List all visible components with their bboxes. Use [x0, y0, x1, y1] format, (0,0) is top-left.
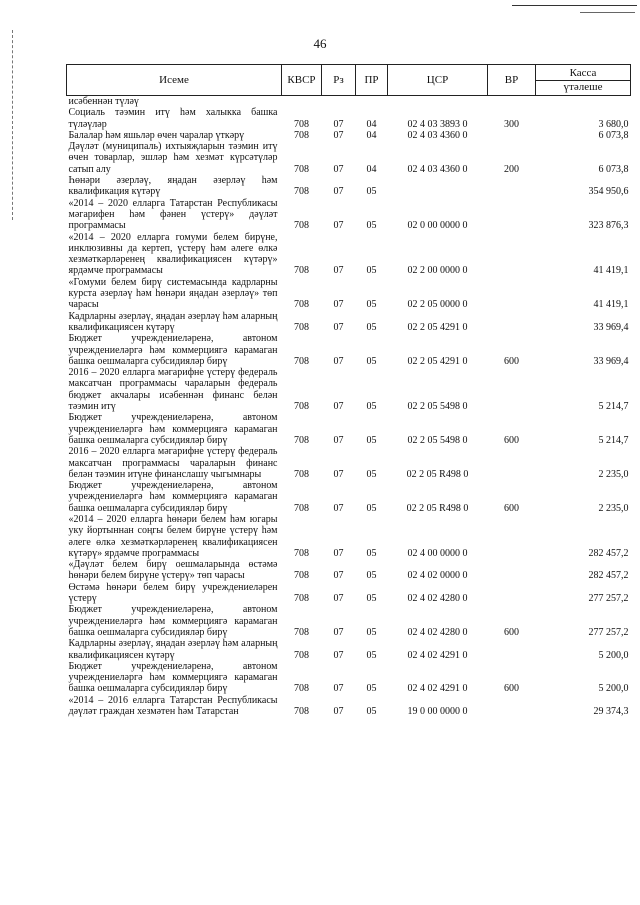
row-pr: 05	[366, 355, 377, 367]
row-amount: 6 073,8	[598, 163, 629, 175]
row-name: Бюджет учреждениеләренә, автоном учреждениеләргә һәм коммерциягә карамаган башка оешмаларга субсидияләр бирү	[68, 412, 278, 446]
row-pr: 05	[366, 706, 377, 718]
table-row	[67, 514, 631, 559]
row-pr: 05	[366, 683, 377, 695]
table-row	[67, 582, 631, 605]
row-rz: 07	[333, 321, 344, 333]
row-pr: 05	[366, 547, 377, 559]
table-row	[67, 198, 631, 232]
header-csr: ЦСР	[388, 65, 488, 96]
row-amount: 6 073,8	[598, 129, 629, 141]
row-rz: 07	[333, 355, 344, 367]
row-kvsr: 708	[294, 265, 309, 277]
row-vr: 600	[504, 502, 519, 514]
row-name: Кадрларны әзерләү, яңадан әзерләү һәм аларның квалификациясен күтәрү	[68, 638, 278, 661]
top-rule-short	[580, 12, 635, 13]
row-rz	[322, 96, 356, 108]
row-csr: 02 4 03 4360 0	[407, 163, 468, 175]
row-amount	[536, 96, 631, 108]
row-csr: 02 4 02 4291 0	[407, 683, 468, 695]
row-pr: 05	[366, 468, 377, 480]
row-pr: 05	[366, 434, 377, 446]
top-rule	[512, 5, 637, 6]
row-vr	[488, 130, 536, 141]
row-rz: 07	[333, 220, 344, 232]
row-rz: 07	[333, 502, 344, 514]
row-csr	[388, 96, 488, 108]
row-csr: 02 2 05 5498 0	[407, 434, 468, 446]
row-amount: 2 235,0	[598, 502, 629, 514]
row-name: Бюджет учреждениеләренә, автоном учреждениеләргә һәм коммерциягә карамаган башка оешмаларга субсидияләр бирү	[68, 480, 278, 514]
row-name: «Дәүләт белем бирү оешмаларында өстәмә һөнәри белем бирүне үстерү» төп чарасы	[68, 559, 278, 582]
row-kvsr: 708	[294, 220, 309, 232]
row-name: «Гомуми белем бирү системасында кадрларны курста әзерләү һәм һөнәри яңадан әзерләү» төп чарасы	[68, 276, 278, 311]
row-vr	[488, 514, 536, 559]
budget-table	[66, 64, 631, 717]
row-amount: 2 235,0	[598, 468, 629, 480]
row-kvsr: 708	[294, 502, 309, 514]
row-pr: 05	[366, 321, 377, 333]
row-rz: 07	[333, 163, 344, 175]
table-row	[67, 175, 631, 198]
row-csr: 02 2 05 R498 0	[406, 468, 469, 480]
row-vr: 600	[504, 355, 519, 367]
row-name: «2014 – 2020 елларга Татарстан Республикасы мәгарифен һәм фәнен үстерү» дәүләт программасы	[68, 197, 278, 232]
row-rz: 07	[333, 118, 344, 130]
row-amount: 277 257,2	[588, 593, 629, 605]
row-rz: 07	[333, 649, 344, 661]
table-row	[67, 333, 631, 367]
row-kvsr: 708	[294, 321, 309, 333]
row-csr: 02 4 02 4280 0	[407, 626, 468, 638]
row-vr	[488, 277, 536, 311]
header-kvsr: КВСР	[282, 65, 322, 96]
row-pr: 05	[366, 593, 377, 605]
row-name: 2016 – 2020 елларга мәгарифне үстерү федераль максатчан программасы чараларын финанс белән тәэмин итүне финанслашу чыгымнары	[68, 446, 278, 480]
header-vr: ВР	[488, 65, 536, 96]
row-amount: 5 200,0	[598, 649, 629, 661]
row-kvsr: 708	[294, 683, 309, 695]
row-csr: 02 2 05 R498 0	[406, 502, 469, 514]
row-name: Һөнәри әзерләү, яңадан әзерләү һәм квалификация күтәрү	[68, 175, 278, 198]
row-csr: 02 0 00 0000 0	[407, 220, 468, 232]
row-pr: 05	[366, 401, 377, 413]
row-csr: 02 4 02 0000 0	[407, 570, 468, 582]
row-vr	[488, 175, 536, 198]
table-row	[67, 638, 631, 661]
row-kvsr: 708	[294, 706, 309, 718]
table-body	[67, 96, 631, 718]
table-row	[67, 661, 631, 695]
row-vr	[488, 695, 536, 718]
table-row	[67, 130, 631, 141]
row-kvsr: 708	[294, 626, 309, 638]
row-name: Бюджет учреждениеләренә, автоном учреждениеләргә һәм коммерциягә карамаган башка оешмаларга субсидияләр бирү	[68, 660, 278, 695]
row-rz: 07	[333, 626, 344, 638]
row-vr	[488, 559, 536, 582]
table-row	[67, 412, 631, 446]
row-name: Бюджет учреждениеләренә, автоном учреждениеләргә һәм коммерциягә карамаган башка оешмаларга субсидияләр бирү	[68, 604, 278, 638]
row-csr: 02 4 02 4280 0	[407, 593, 468, 605]
table-row	[67, 96, 631, 108]
row-kvsr: 708	[294, 401, 309, 413]
table-row	[67, 277, 631, 311]
row-vr: 600	[504, 434, 519, 446]
row-amount: 29 374,3	[593, 706, 629, 718]
row-amount: 277 257,2	[588, 626, 629, 638]
header-amount-line2: үтәлеше	[536, 80, 630, 94]
row-rz: 07	[333, 547, 344, 559]
row-vr	[488, 367, 536, 412]
row-kvsr: 708	[294, 118, 309, 130]
table-row	[67, 559, 631, 582]
row-pr: 05	[366, 626, 377, 638]
row-amount: 354 950,6	[588, 186, 629, 198]
row-csr: 02 2 05 4291 0	[407, 321, 468, 333]
row-amount: 5 200,0	[598, 683, 629, 695]
table-row	[67, 695, 631, 718]
row-name: исәбеннән түләү	[68, 96, 139, 107]
row-amount: 41 419,1	[593, 299, 629, 311]
row-pr: 05	[366, 570, 377, 582]
header-pr: ПР	[356, 65, 388, 96]
row-name: «2014 – 2020 елларга һөнәри белем һәм югары уку йортыннан соңгы белем бирүне үстерү һәм әлеге өлкә хезмәткәрләренең квалификациясен күтәрү» ярдәмче программасы	[68, 513, 278, 559]
row-kvsr: 708	[294, 163, 309, 175]
row-csr	[388, 175, 488, 198]
row-rz: 07	[333, 129, 344, 141]
row-rz: 07	[333, 401, 344, 413]
row-name: Дәүләт (муниципаль) ихтыяҗларын тәэмин итү өчен товарлар, эшләр һәм хезмәт күрсәтүләр сатып алу	[68, 141, 278, 175]
row-csr: 02 2 05 4291 0	[407, 355, 468, 367]
table-row	[67, 446, 631, 480]
row-kvsr: 708	[294, 649, 309, 661]
binding-margin-mark	[12, 30, 13, 220]
table-row	[67, 311, 631, 334]
row-pr: 05	[366, 220, 377, 232]
row-name: Кадрларны әзерләү, яңадан әзерләү һәм аларның квалификациясен күтәрү	[68, 310, 278, 333]
row-rz: 07	[333, 706, 344, 718]
row-pr: 05	[366, 186, 377, 198]
row-pr: 05	[366, 265, 377, 277]
row-csr: 02 4 03 4360 0	[407, 129, 468, 141]
row-vr: 600	[504, 683, 519, 695]
row-pr	[356, 96, 388, 108]
row-csr: 02 2 00 0000 0	[407, 265, 468, 277]
row-kvsr: 708	[294, 570, 309, 582]
row-amount: 323 876,3	[588, 220, 629, 232]
table-row	[67, 480, 631, 514]
row-pr: 05	[366, 502, 377, 514]
row-csr: 19 0 00 0000 0	[407, 706, 468, 718]
row-kvsr: 708	[294, 299, 309, 311]
row-rz: 07	[333, 299, 344, 311]
header-amount	[536, 65, 631, 96]
table-header	[67, 65, 631, 96]
row-csr: 02 4 00 0000 0	[407, 547, 468, 559]
row-rz: 07	[333, 570, 344, 582]
row-vr	[488, 311, 536, 334]
row-pr: 04	[366, 129, 377, 141]
row-amount: 282 457,2	[588, 570, 629, 582]
page-number: 46	[313, 36, 327, 51]
row-vr	[488, 198, 536, 232]
row-rz: 07	[333, 468, 344, 480]
row-kvsr	[282, 96, 322, 108]
row-amount: 33 969,4	[593, 321, 629, 333]
row-kvsr: 708	[294, 129, 309, 141]
row-kvsr: 708	[294, 355, 309, 367]
row-vr	[488, 232, 536, 277]
row-rz: 07	[333, 683, 344, 695]
row-vr: 200	[504, 163, 519, 175]
row-rz: 07	[333, 186, 344, 198]
row-kvsr: 708	[294, 468, 309, 480]
row-pr: 05	[366, 299, 377, 311]
row-csr: 02 2 05 5498 0	[407, 401, 468, 413]
row-amount: 5 214,7	[598, 401, 629, 413]
row-rz: 07	[333, 593, 344, 605]
row-vr: 300	[504, 118, 519, 130]
row-amount: 41 419,1	[593, 265, 629, 277]
row-rz: 07	[333, 265, 344, 277]
row-amount: 5 214,7	[598, 434, 629, 446]
row-name: Балалар һәм яшьләр өчен чаралар үткәрү	[68, 129, 245, 141]
row-kvsr: 708	[294, 593, 309, 605]
table-row	[67, 107, 631, 130]
row-vr	[488, 582, 536, 605]
row-vr: 600	[504, 626, 519, 638]
row-kvsr: 708	[294, 434, 309, 446]
row-name: «2014 – 2020 елларга гомуми белем бирүне, инклюзивны да кертеп, үстерү һәм әлеге өлкә хезмәткәрләренең квалификациясен күтәрү» ярдәмче программасы	[68, 231, 278, 277]
table-row	[67, 367, 631, 412]
table-row	[67, 604, 631, 638]
row-name: 2016 – 2020 елларга мәгарифне үстерү федераль максатчан программасы чараларын федераль бюджет акчалары исәбеннән финанс белән тәэмин итү	[68, 367, 278, 413]
table-row	[67, 232, 631, 277]
row-pr: 05	[366, 649, 377, 661]
row-amount: 33 969,4	[593, 355, 629, 367]
row-vr	[488, 638, 536, 661]
table-row	[67, 141, 631, 175]
row-csr: 02 4 03 3893 0	[407, 118, 468, 130]
row-name: «2014 – 2016 елларга Татарстан Республикасы дәүләт граждан хезмәтен һәм Татарстан	[68, 694, 278, 718]
row-name: Өстәмә һөнәри белем бирү учреждениеләрен үстерү	[68, 581, 278, 605]
row-csr: 02 4 02 4291 0	[407, 649, 468, 661]
header-name: Исеме	[67, 65, 282, 96]
row-pr: 04	[366, 118, 377, 130]
row-kvsr: 708	[294, 547, 309, 559]
row-rz: 07	[333, 434, 344, 446]
row-name: Социаль тәэмин итү һәм халыкка башка түләүләр	[68, 107, 278, 130]
row-pr: 04	[366, 163, 377, 175]
row-vr	[488, 446, 536, 480]
row-csr: 02 2 05 0000 0	[407, 299, 468, 311]
header-rz: Рз	[322, 65, 356, 96]
row-amount: 282 457,2	[588, 547, 629, 559]
header-amount-line1: Касса	[569, 66, 597, 79]
row-amount: 3 680,0	[598, 118, 629, 130]
row-name: Бюджет учреждениеләренә, автоном учреждениеләргә һәм коммерциягә карамаган башка оешмаларга субсидияләр бирү	[68, 333, 278, 367]
row-vr	[488, 96, 536, 108]
row-kvsr: 708	[294, 186, 309, 198]
